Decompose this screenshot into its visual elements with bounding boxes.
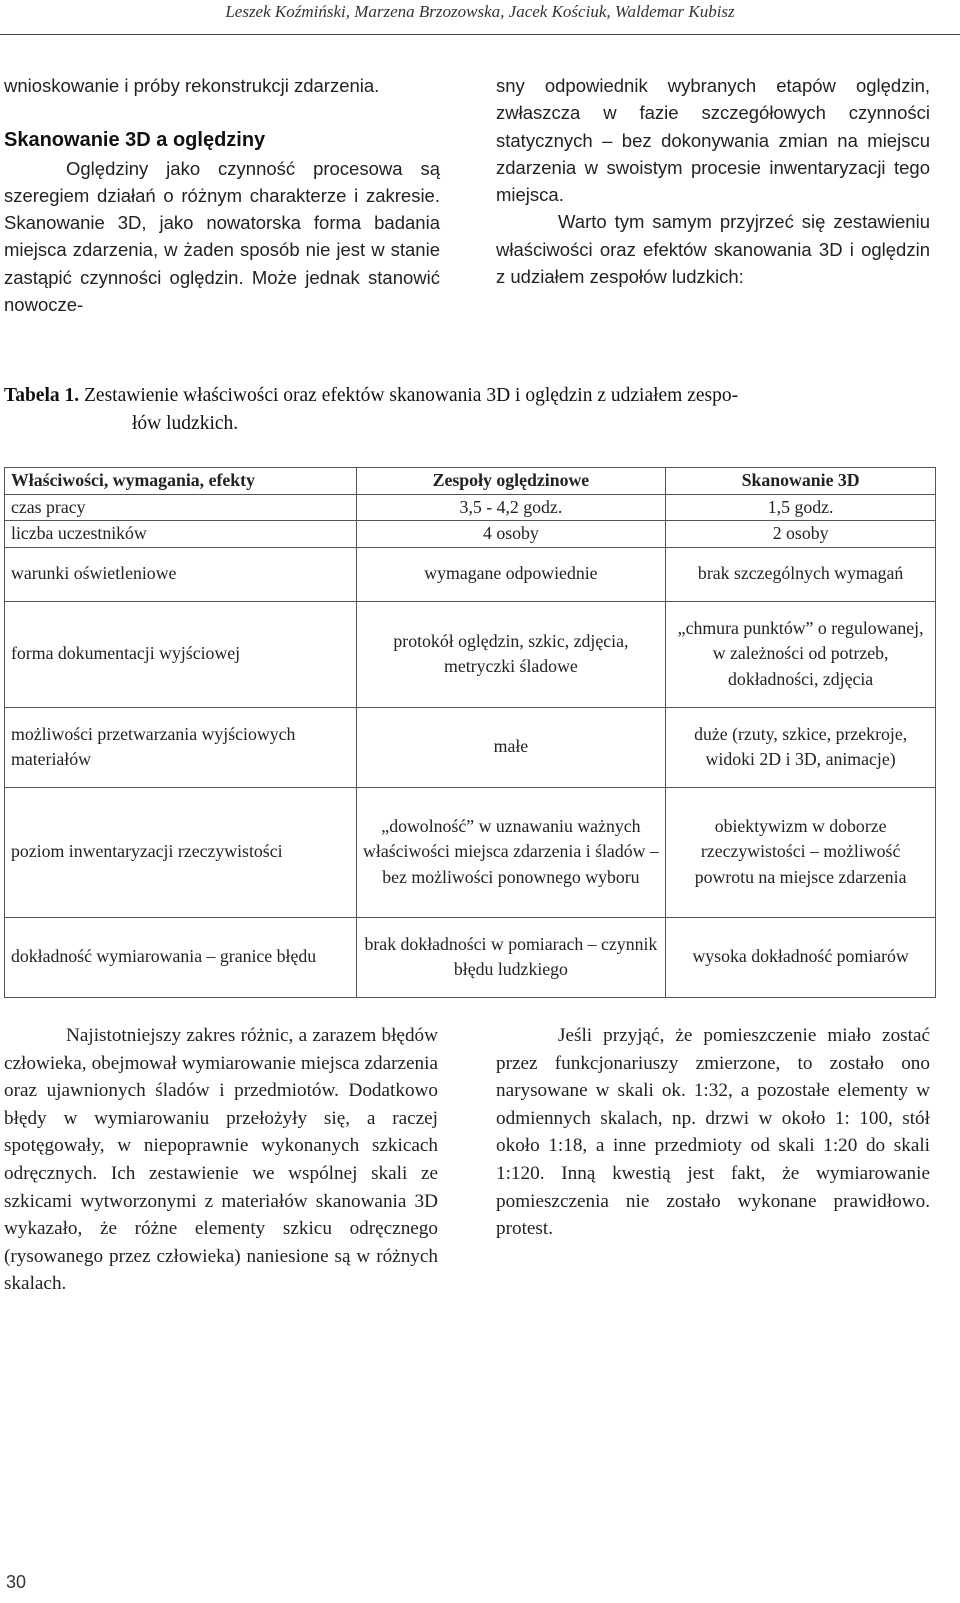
table-cell: brak dokładności w pomiarach – czynnik błędu ludzkiego [356, 917, 666, 997]
table-cell: 1,5 godz. [666, 494, 936, 521]
table-cell: „chmura punktów” o regulowanej, w zależności od potrzeb, dokładności, zdjęcia [666, 601, 936, 707]
table-row [5, 917, 936, 997]
intro-lead-text: wnioskowanie i próby rekonstrukcji zdarzenia. [4, 75, 380, 96]
table-caption [4, 382, 934, 438]
table-cell: „dowolność” w uznawaniu ważnych właściwości miejsca zdarzenia i śladów – bez możliwości ponownego wyboru [356, 787, 666, 917]
body-left-paragraph: Najistotniejszy zakres różnic, a zarazem błędów człowieka, obejmował wymiarowanie miejsca zdarzenia oraz ujawnionych śladów i przedmiotów. Dodatkowo błędy w wymiarowaniu przełożyły się, a raczej spotęgowały, w niepoprawnie wykonanych szkicach odręcznych. Ich zestawienie we wspólnej skali ze szkicami wytworzonymi z materiałów skanowania 3D wykazało, że różne elementy szkicu odręcznego (rysowanego przez człowieka) naniesione są w różnych skalach. [4, 1025, 438, 1295]
table-cell: duże (rzuty, szkice, przekroje, widoki 2D i 3D, animacje) [666, 707, 936, 787]
spacer [4, 99, 440, 127]
table-cell: dokładność wymiarowania – granice błędu [5, 917, 357, 997]
intro-left-paragraph: Oględziny jako czynność procesowa są szeregiem działań o różnym charakterze i zakresie. Skanowanie 3D, jako nowatorska forma badania miejsca zdarzenia, w żaden sposób nie jest w stanie zastąpić czynności oględzin. Może jednak stanowić nowocze- [4, 157, 440, 316]
table-header-cell: Skanowanie 3D [666, 468, 936, 495]
intro-right-paragraph: Warto tym samym przyjrzeć się zestawieniu właściwości oraz efektów skanowania 3D i oględzin z udziałem zespołów ludzkich: [496, 211, 930, 288]
table-header-cell: Właściwości, wymagania, efekty [5, 468, 357, 495]
page-number: 30 [6, 1572, 27, 1592]
intro-right-column [496, 72, 930, 290]
table-cell: 2 osoby [666, 521, 936, 548]
table-cell: wymagane odpowiednie [356, 547, 666, 601]
table-row [5, 787, 936, 917]
intro-right-continuation: sny odpowiednik wybranych etapów oględzin, zwłaszcza w fazie szczegółowych czynności statycznych – bez dokonywania zmian na miejscu zdarzenia w swoistym procesie inwentaryzacji tego miejsca. [496, 75, 930, 206]
table-cell: poziom inwentaryzacji rzeczywistości [5, 787, 357, 917]
intro-left-column [4, 72, 440, 318]
table-row [5, 521, 936, 548]
table-caption-label: Tabela 1. [4, 385, 80, 406]
running-head-authors: Leszek Koźmiński, Marzena Brzozowska, Jacek Kościuk, Waldemar Kubisz [225, 2, 735, 21]
table-cell: brak szczególnych wymagań [666, 547, 936, 601]
table-row [5, 547, 936, 601]
comparison-table [4, 467, 936, 998]
table-cell: 3,5 - 4,2 godz. [356, 494, 666, 521]
table-cell: małe [356, 707, 666, 787]
body-right-paragraph: Jeśli przyjąć, że pomieszczenie miało zostać przez funkcjonariuszy zmierzone, to zostało ono narysowane w skali ok. 1:32, a pozostałe elementy w odmiennych skalach, np. drzwi w około 1: 100, stół około 1:18, a inne przedmioty od skali 1:20 do skali 1:120. Inną kwestią jest fakt, że wymiarowanie pomieszczenia nie zostało wykonane prawidłowo. protest. [496, 1025, 930, 1240]
table-row [5, 494, 936, 521]
table-cell: wysoka dokładność pomiarów [666, 917, 936, 997]
header-rule [0, 34, 960, 35]
table-row [5, 707, 936, 787]
table-cell: możliwości przetwarzania wyjściowych materiałów [5, 707, 357, 787]
table-header-cell: Zespoły oględzinowe [356, 468, 666, 495]
body-left-column [4, 1022, 438, 1298]
body-right-column [496, 1022, 930, 1243]
section-heading: Skanowanie 3D a oględziny [4, 129, 266, 152]
table-cell: obiektywizm w doborze rzeczywistości – możliwość powrotu na miejsce zdarzenia [666, 787, 936, 917]
table-caption-text-line1: Zestawienie właściwości oraz efektów skanowania 3D i oględzin z udziałem zespo- [84, 385, 739, 406]
table-header-row [5, 468, 936, 495]
table-cell: forma dokumentacji wyjściowej [5, 601, 357, 707]
table-cell: warunki oświetleniowe [5, 547, 357, 601]
table-cell: liczba uczestników [5, 521, 357, 548]
table-row [5, 601, 936, 707]
table-caption-text-line2: łów ludzkich. [132, 413, 239, 434]
table-cell: protokół oględzin, szkic, zdjęcia, metryczki śladowe [356, 601, 666, 707]
table-cell: czas pracy [5, 494, 357, 521]
table-cell: 4 osoby [356, 521, 666, 548]
